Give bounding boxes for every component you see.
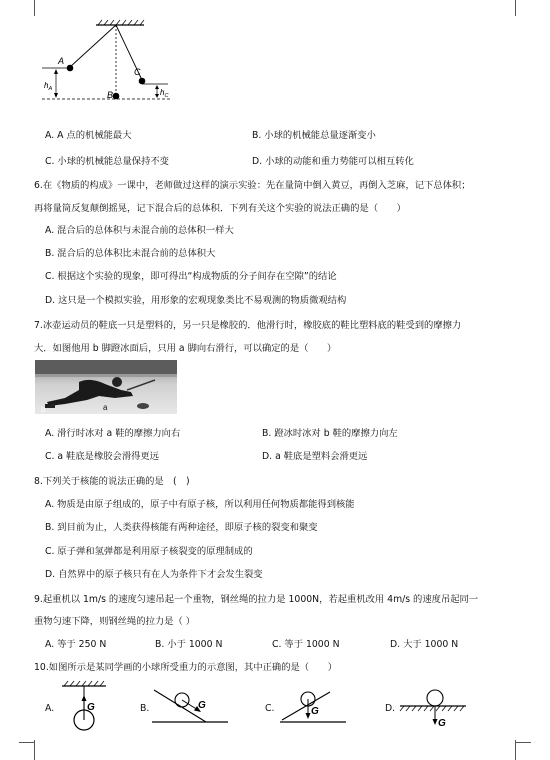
q6-option-c[interactable]: C. 根据这个实验的现象，即可得出“构成物质的分子间存在空隙”的结论 [45,271,337,282]
q8-stem: 8.下列关于核能的说法正确的是 ( ) [34,476,190,487]
q7-option-d[interactable]: D. a 鞋底是塑料会滑更远 [262,451,368,462]
q10-option-a[interactable]: A. [45,703,55,714]
q10-stem: 10.如图所示是某同学画的小球所受重力的示意图，其中正确的是（ ） [34,662,337,673]
ball-b [113,93,120,100]
foot-label-b: b [41,405,46,414]
curling-photo [35,360,177,414]
q10-option-b[interactable]: B. [140,703,150,714]
q9-stem-line-2: 重物匀速下降，则钢丝绳的拉力是（ ） [34,616,196,627]
crop-mark [515,740,516,760]
q8-option-c[interactable]: C. 原子弹和氢弹都是利用原子核裂变的原理制成的 [45,546,253,557]
q6-option-a[interactable]: A. 混合后的总体积与未混合前的总体积一样大 [45,225,234,236]
q8-option-b[interactable]: B. 到目前为止，人类获得核能有两种途径，即原子核的裂变和聚变 [45,522,318,533]
foot-label-a: a [103,403,108,412]
label-a: A [58,56,65,66]
q10-diagram-b [150,686,230,726]
q8-option-d[interactable]: D. 自然界中的原子核只有在人为条件下才会发生裂变 [45,569,263,580]
q8-option-a[interactable]: A. 物质是由原子组成的，原子中有原子核，所以利用任何物质都能得到核能 [45,499,355,510]
q7-option-b[interactable]: B. 蹬冰时冰对 b 鞋的摩擦力向左 [262,428,398,439]
q9-option-b[interactable]: B. 小于 1000 N [155,639,223,650]
q5-option-c[interactable]: C. 小球的机械能总量保持不变 [45,156,169,167]
q9-option-d[interactable]: D. 大于 1000 N [390,639,459,650]
q7-option-c[interactable]: C. a 鞋底是橡胶会滑得更远 [45,451,160,462]
force-label-g: G [198,700,206,711]
ball-c [139,78,146,85]
force-label-g: G [311,706,319,717]
crop-mark [515,0,516,16]
q6-option-d[interactable]: D. 这只是一个模拟实验，用形象的宏观现象类比不易观测的物质微观结构 [45,295,347,306]
pendulum-figure [38,18,173,108]
q6-stem-line-1: 6.在《物质的构成》一课中，老师做过这样的演示实验：先在量筒中倒入黄豆，再倒入芝麻，记下总体积； [34,180,471,191]
force-label-g: G [438,718,446,729]
q10-option-d[interactable]: D. [385,703,396,714]
q10-option-c[interactable]: C. [265,703,275,714]
label-c: C [134,67,141,77]
crop-mark [515,742,531,743]
q7-stem-line-1: 7.冰壶运动员的鞋底一只是塑料的，另一只是橡胶的．他滑行时，橡胶底的鞋比塑料底的鞋受到的摩擦力 [34,320,462,331]
q5-option-a[interactable]: A. A 点的机械能最大 [45,130,132,141]
q7-option-a[interactable]: A. 滑行时冰对 a 鞋的摩擦力向右 [45,428,181,439]
q10-diagram-d [398,688,468,732]
q9-option-c[interactable]: C. 等于 1000 N [272,639,340,650]
q5-option-d[interactable]: D. 小球的动能和重力势能可以相互转化 [252,156,414,167]
label-ha: $h_A$ [44,81,53,92]
label-b: B [107,90,114,100]
crop-mark [19,742,35,743]
q7-stem-line-2: 大．如图他用 b 脚蹬冰面后，只用 a 脚向右滑行，可以确定的是（ ） [34,343,337,354]
crop-mark [34,740,35,760]
q10-diagram-c [278,686,348,726]
crop-mark [34,0,35,16]
q9-option-a[interactable]: A. 等于 250 N [45,639,107,650]
q6-stem-line-2: 再将量筒反复颠倒摇晃，记下混合后的总体积．下列有关这个实验的说法正确的是（ ） [34,203,406,214]
q5-option-b[interactable]: B. 小球的机械能总量逐渐变小 [252,130,376,141]
force-label-g: G [87,702,95,713]
label-hc: $h_C$ [160,88,169,99]
q10-diagram-a [60,680,108,738]
q6-option-b[interactable]: B. 混合后的总体积比未混合前的总体积大 [45,248,216,259]
q9-stem-line-1: 9.起重机以 1m/s 的速度匀速吊起一个重物，钢丝绳的拉力是 1000N，若起重机改用 4m/s 的速度吊起同一 [34,594,479,605]
